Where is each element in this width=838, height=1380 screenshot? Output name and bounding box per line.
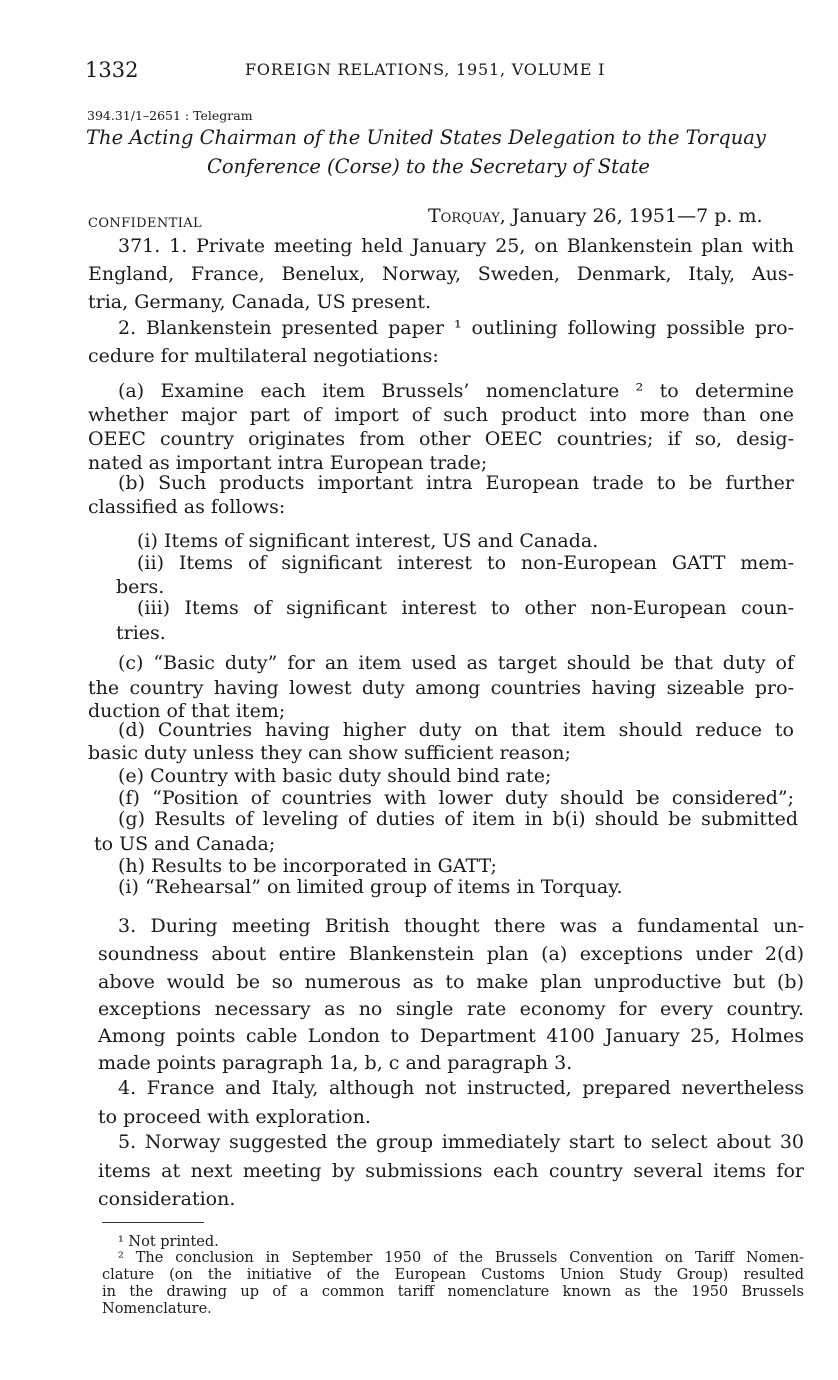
body-line: bers. (116, 576, 165, 598)
body-line: England, France, Benelux, Norway, Sweden, Denmark, Italy, Aus- (88, 263, 794, 285)
body-line: (c) “Basic duty” for an item used as target should be that duty of (118, 652, 794, 674)
body-line: nated as important intra European trade; (88, 452, 488, 474)
footnote-line: in the drawing up of a common tariff nomenclature known as the 1950 Brussels (102, 1284, 804, 1300)
body-line: (g) Results of leveling of duties of item in b(i) should be submitted (118, 808, 798, 830)
body-line: classified as follows: (88, 496, 286, 518)
body-line: (d) Countries having higher duty on that item should reduce to (118, 719, 794, 741)
classification-label: CONFIDENTIAL (88, 216, 203, 231)
body-line: 3. During meeting British thought there was a fundamental un- (118, 915, 804, 937)
body-line: 371. 1. Private meeting held January 25, on Blankenstein plan with (118, 235, 794, 257)
page-number: 1332 (85, 58, 139, 82)
body-line: consideration. (98, 1188, 236, 1210)
running-head: FOREIGN RELATIONS, 1951, VOLUME I (245, 60, 606, 79)
footnote-line: ¹ Not printed. (118, 1234, 219, 1250)
body-line: (iii) Items of significant interest to other non-European coun- (137, 597, 794, 619)
body-line: the country having lowest duty among countries having sizeable pro- (88, 677, 794, 699)
body-line: 4. France and Italy, although not instructed, prepared nevertheless (118, 1077, 804, 1099)
dateline-place: Torquay, (428, 205, 506, 227)
body-line: Among points cable London to Department 4100 January 25, Holmes (98, 1025, 804, 1047)
body-line: items at next meeting by submissions each country several items for (98, 1160, 804, 1182)
body-line: basic duty unless they can show sufficient reason; (88, 742, 571, 764)
body-line: to proceed with exploration. (98, 1106, 371, 1128)
document-title-line-2: Conference (Corse) to the Secretary of State (207, 155, 650, 178)
body-line: above would be so numerous as to make plan unproductive but (b) (98, 971, 804, 993)
body-line: whether major part of import of such product into more than one (88, 404, 794, 426)
body-line: made points paragraph 1a, b, c and paragraph 3. (98, 1052, 573, 1074)
page-header (85, 58, 798, 88)
footnote-line: ² The conclusion in September 1950 of the Brussels Convention on Tariff Nomen- (118, 1250, 804, 1266)
body-line: duction of that item; (88, 700, 286, 722)
body-line: tria, Germany, Canada, US present. (88, 291, 432, 313)
body-line: (b) Such products important intra European trade to be further (118, 472, 794, 494)
footnote-line: clature (on the initiative of the European Customs Union Study Group) resulted (102, 1267, 804, 1283)
body-line: (i) Items of significant interest, US and Canada. (137, 530, 599, 552)
body-line: (f) “Position of countries with lower duty should be considered”; (118, 787, 794, 809)
body-line: (i) “Rehearsal” on limited group of items in Torquay. (118, 876, 623, 898)
body-line: OEEC country originates from other OEEC countries; if so, desig- (88, 428, 794, 450)
body-line: soundness about entire Blankenstein plan (a) exceptions under 2(d) (98, 943, 804, 965)
body-line: 5. Norway suggested the group immediately start to select about 30 (118, 1131, 804, 1153)
body-line: (e) Country with basic duty should bind rate; (118, 765, 552, 787)
body-line: tries. (116, 622, 166, 644)
dateline-date: January 26, 1951—7 p. m. (505, 205, 763, 227)
body-line: (a) Examine each item Brussels’ nomenclature ² to determine (118, 380, 794, 402)
document-reference: 394.31/1–2651 : Telegram (87, 108, 253, 123)
body-line: to US and Canada; (94, 833, 276, 855)
document-title-line-1: The Acting Chairman of the United States Delegation to the Torquay (86, 126, 766, 149)
body-line: exceptions necessary as no single rate economy for every country. (98, 998, 804, 1020)
body-line: 2. Blankenstein presented paper ¹ outlining following possible pro- (118, 317, 794, 339)
dateline (428, 205, 763, 227)
footnote-line: Nomenclature. (102, 1301, 212, 1317)
body-line: (ii) Items of significant interest to non-European GATT mem- (137, 552, 794, 574)
body-line: (h) Results to be incorporated in GATT; (118, 855, 497, 877)
body-line: cedure for multilateral negotiations: (88, 345, 439, 367)
footnote-divider (102, 1222, 204, 1223)
